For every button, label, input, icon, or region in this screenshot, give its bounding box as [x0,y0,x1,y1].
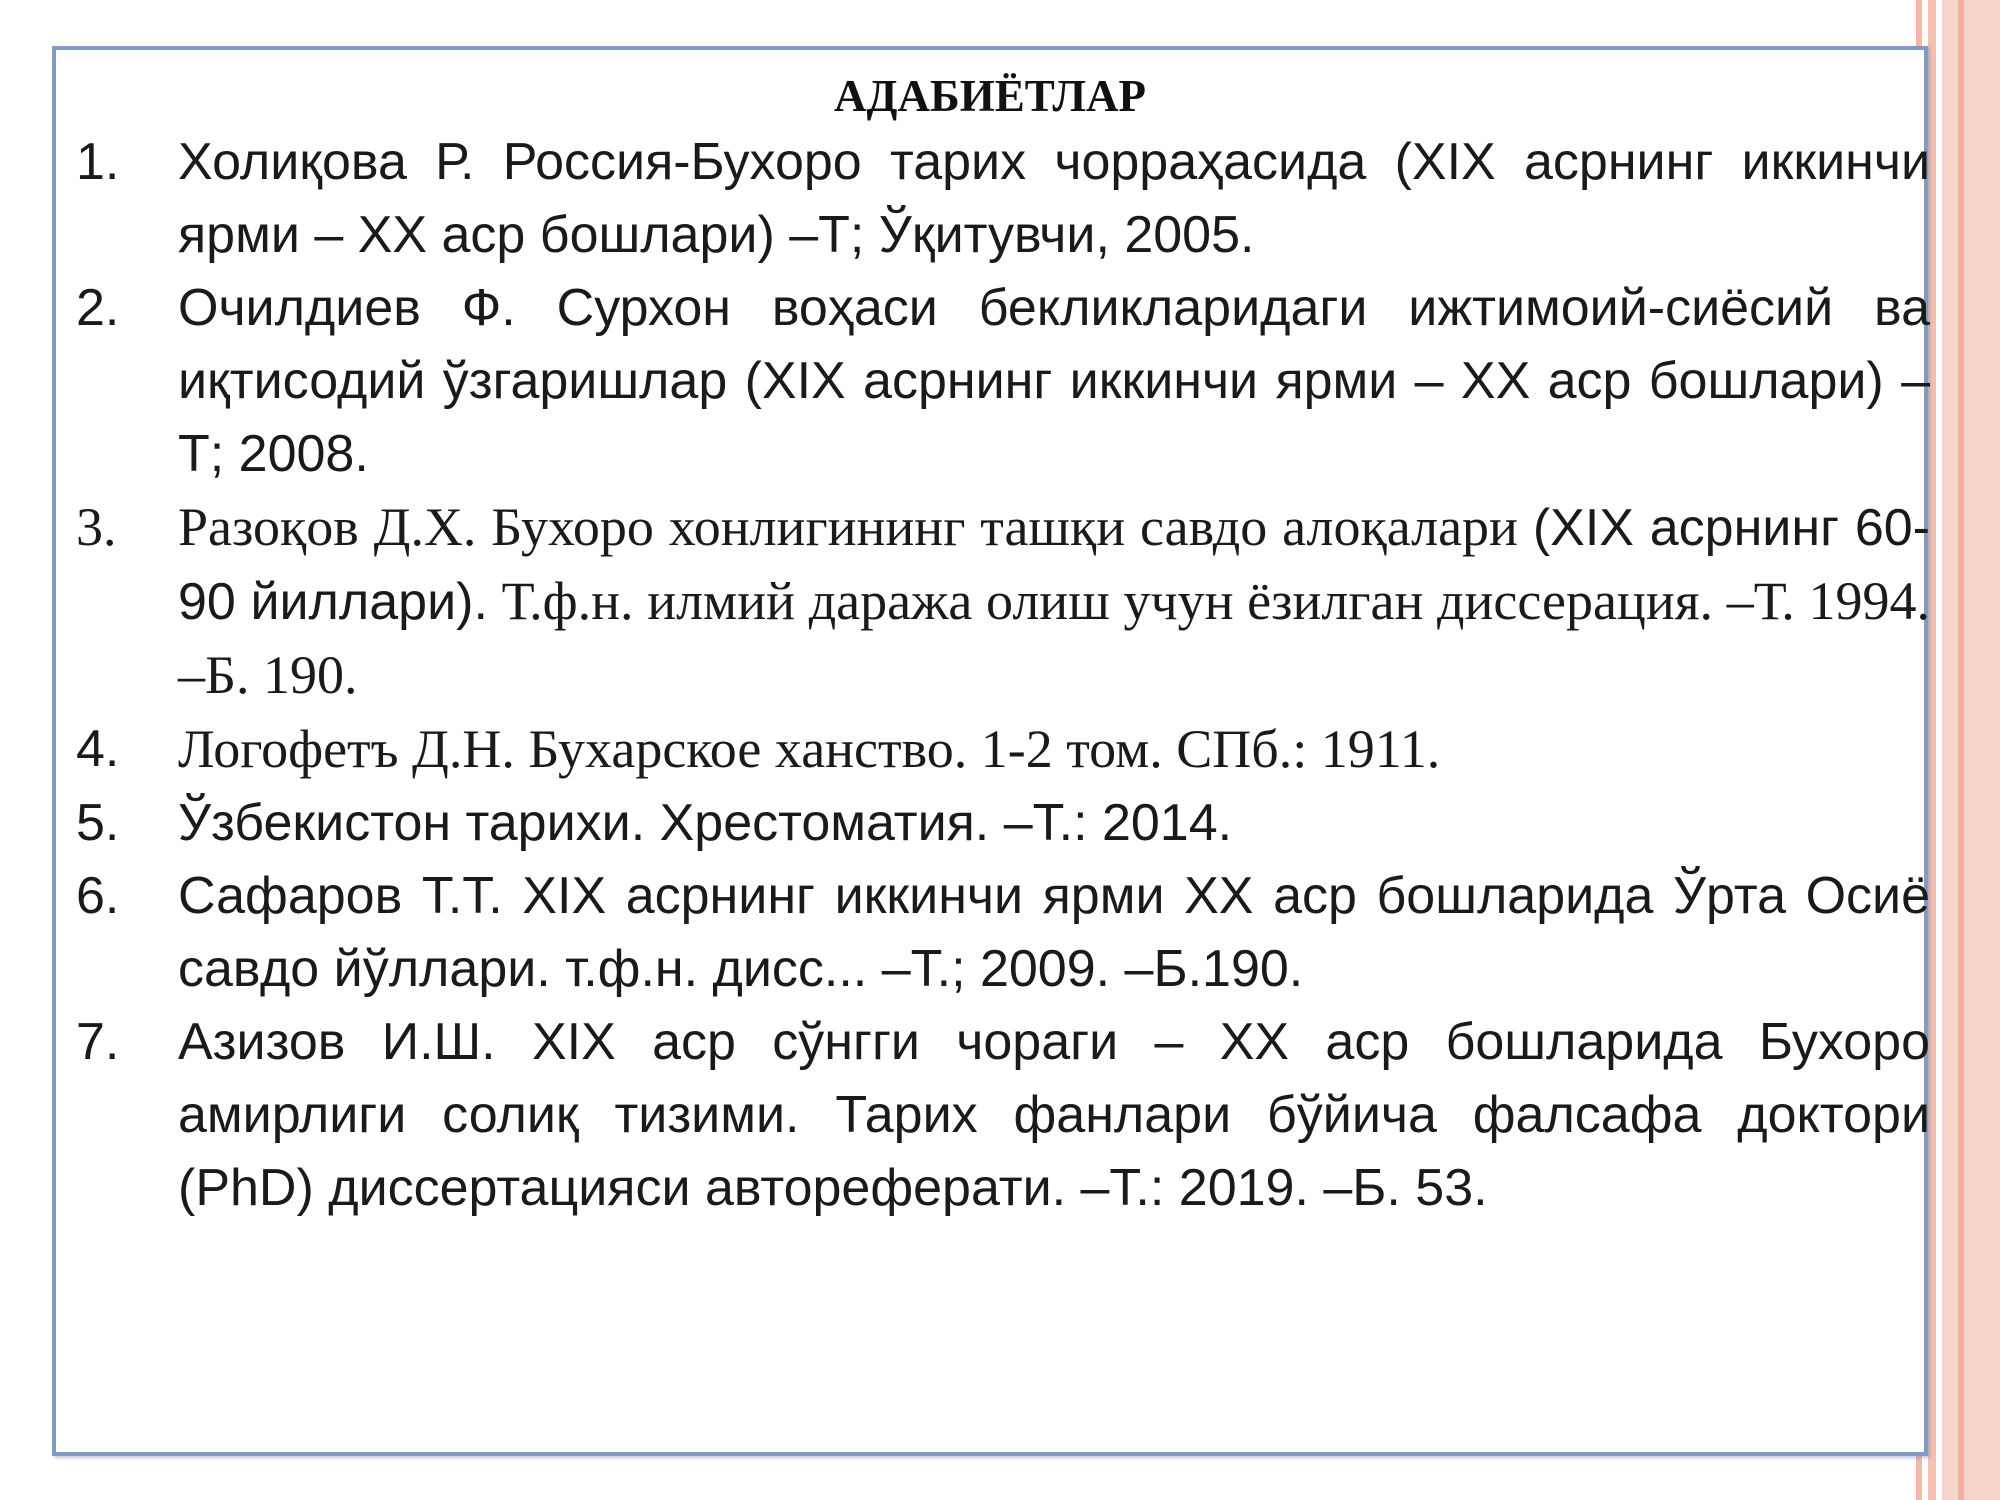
reference-item [76,713,1930,787]
content-box [52,46,1928,1456]
page-title: АДАБИЁТЛАР [833,71,1146,121]
decorative-stripe [1958,0,1964,1500]
reference-text: Азизов И.Ш. XIX аср сўнгги чораги – XX аср бошларида Бухоро амирлиги солиқ тизими. Тарих фанлари бўйича фалсафа доктори (PhD) диссертацияси автореферати. –Т.: 2019. –Б. 53. [178,1013,1930,1217]
reference-item [76,860,1930,1006]
reference-text: Холиқова Р. Россия-Бухоро тарих чорраҳасида (XIX асрнинг иккинчи ярми – XX аср бошлари) –Т; Ўқитувчи, 2005. [178,133,1930,264]
reference-item [76,787,1930,860]
decorative-stripe [1942,0,2000,1500]
reference-number: 1. [76,133,120,191]
reference-item [76,272,1930,491]
reference-text: Сафаров Т.Т. XIX асрнинг иккинчи ярми XX аср бошларида Ўрта Осиё савдо йўллари. т.ф.н. дисс... –Т.; 2009. –Б.190. [178,867,1930,998]
reference-item [76,1006,1930,1225]
reference-number: 3. [76,497,117,557]
reference-number: 5. [76,794,120,852]
reference-text: Ўзбекистон тарихи. Хрестоматия. –Т.: 2014. [178,794,1233,852]
reference-text: Логофетъ Д.Н. Бухарское ханство. 1-2 том. СПб.: 1911. [178,719,1441,779]
reference-text-part: (XIX асрнинг 60-90 йиллари). [178,499,1930,631]
reference-number: 4. [76,720,120,778]
reference-text-part: Т.ф.н. илмий даража олиш учун ёзилган диссерация. –Т. 1994. –Б. 190. [178,571,1930,705]
reference-list [76,126,1930,1225]
reference-item [76,126,1930,272]
reference-number: 7. [76,1013,120,1071]
reference-number: 2. [76,279,120,337]
reference-text-part: Разоқов Д.Х. Бухоро хонлигининг ташқи савдо алоқалари [178,497,1533,557]
reference-item [76,491,1930,713]
reference-text: Очилдиев Ф. Сурхон воҳаси бекликларидаги ижтимоий-сиёсий ва иқтисодий ўзгаришлар (XIX асрнинг иккинчи ярми – XX аср бошлари) –Т; 2008. [178,279,1930,483]
reference-number: 6. [76,867,120,925]
